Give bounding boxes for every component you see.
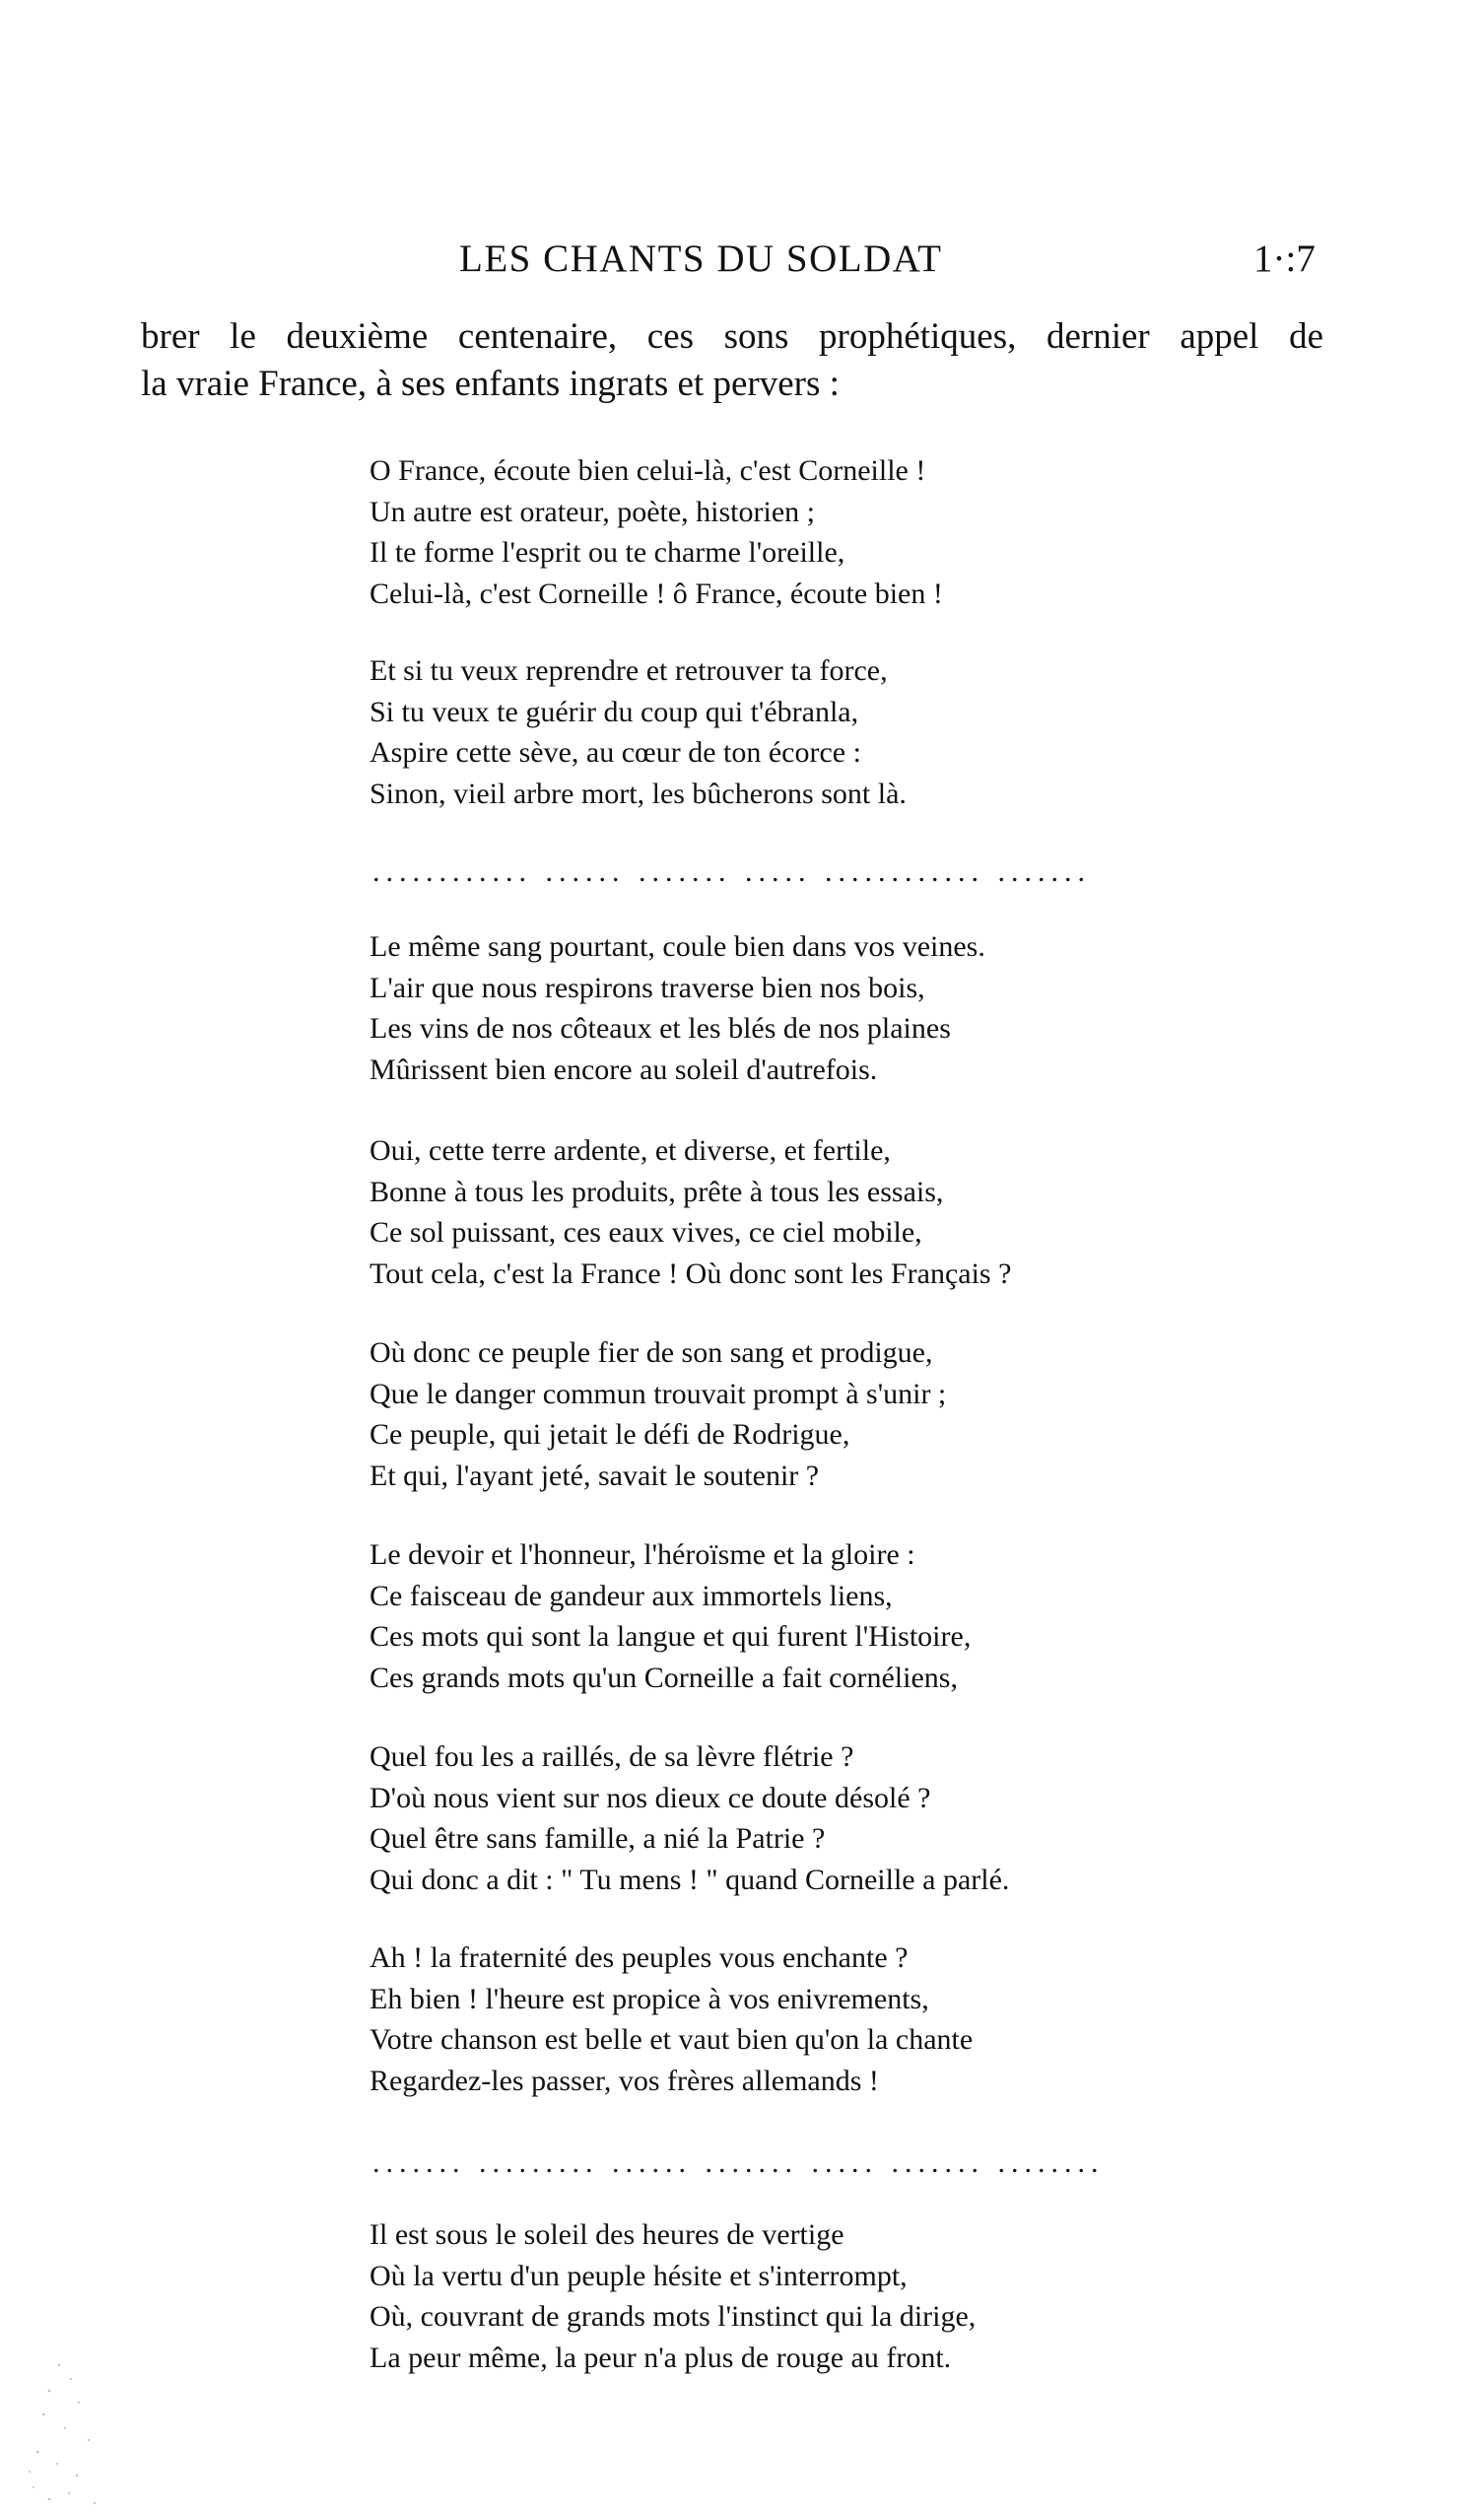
verse-line: Tout cela, c'est la France ! Où donc sont les Français ? <box>370 1256 1012 1290</box>
verse-line: Regardez-les passer, vos frères allemands ! <box>370 2064 879 2097</box>
verse-line: La peur même, la peur n'a plus de rouge au front. <box>370 2341 952 2374</box>
verse-line: Ah ! la fraternité des peuples vous enchante ? <box>370 1941 909 1974</box>
verse-line: Et qui, l'ayant jeté, savait le soutenir ? <box>370 1459 820 1492</box>
verse-line: Quel fou les a raillés, de sa lèvre flétrie ? <box>370 1740 854 1773</box>
stanza <box>370 1130 1011 1294</box>
stanza <box>370 926 985 1090</box>
verse-line: Aspire cette sève, au cœur de ton écorce : <box>370 736 861 769</box>
verse-line: Ces mots qui sont la langue et qui furent l'Histoire, <box>370 1620 972 1653</box>
verse-line: Sinon, vieil arbre mort, les bûcherons sont là. <box>370 777 907 810</box>
verse-line: Où la vertu d'un peuple hésite et s'interrompt, <box>370 2259 908 2292</box>
verse-line: D'où nous vient sur nos dieux ce doute désolé ? <box>370 1781 931 1814</box>
verse-line: L'air que nous respirons traverse bien nos bois, <box>370 971 925 1004</box>
verse-line: Votre chanson est belle et vaut bien qu'on la chante <box>370 2023 974 2056</box>
ellipsis-separator: ............ ...... ....... ..... ............ ....... <box>372 855 1091 888</box>
stanza <box>370 1937 973 2101</box>
verse-line: Un autre est orateur, poète, historien ; <box>370 495 815 528</box>
verse-line: Il te forme l'esprit ou te charme l'oreille, <box>370 536 845 569</box>
intro-line: la vraie France, à ses enfants ingrats et pervers : <box>141 364 840 404</box>
verse-line: Eh bien ! l'heure est propice à vos enivrements, <box>370 1982 929 2015</box>
verse-line: Ce faisceau de gandeur aux immortels liens, <box>370 1579 893 1612</box>
stanza <box>370 1534 971 1698</box>
verse-line: Celui-là, c'est Corneille ! ô France, écoute bien ! <box>370 577 943 610</box>
verse-line: Et si tu veux reprendre et retrouver ta force, <box>370 654 888 687</box>
verse-line: Qui donc a dit : " Tu mens ! " quand Corneille a parlé. <box>370 1863 1010 1896</box>
stanza <box>370 1736 1009 1900</box>
verse-line: Où, couvrant de grands mots l'instinct qui la dirige, <box>370 2300 977 2333</box>
intro-paragraph <box>141 313 1323 408</box>
stanza <box>370 1332 946 1496</box>
verse-line: Mûrissent bien encore au soleil d'autrefois. <box>370 1053 878 1086</box>
paper-specks <box>20 2345 158 2513</box>
intro-line: brer le deuxième centenaire, ces sons prophétiques, dernier appel de <box>141 316 1323 357</box>
verse-line: Le même sang pourtant, coule bien dans vos veines. <box>370 930 985 963</box>
verse-line: O France, écoute bien celui-là, c'est Corneille ! <box>370 454 926 487</box>
stanza <box>370 2214 976 2378</box>
verse-line: Les vins de nos côteaux et les blés de nos plaines <box>370 1012 951 1045</box>
verse-line: Ces grands mots qu'un Corneille a fait cornéliens, <box>370 1661 958 1694</box>
stanza <box>370 450 943 614</box>
verse-line: Bonne à tous les produits, prête à tous les essais, <box>370 1175 944 1208</box>
verse-line: Ce sol puissant, ces eaux vives, ce ciel mobile, <box>370 1216 922 1249</box>
verse-line: Le devoir et l'honneur, l'héroïsme et la gloire : <box>370 1538 915 1571</box>
page-number: 1·:7 <box>1253 238 1315 280</box>
ellipsis-separator: ....... ......... ...... ....... ..... ....... ........ <box>372 2146 1105 2179</box>
verse-line: Où donc ce peuple fier de son sang et prodigue, <box>370 1336 933 1369</box>
verse-line: Ce peuple, qui jetait le défi de Rodrigue, <box>370 1418 850 1451</box>
stanza <box>370 650 907 814</box>
verse-line: Oui, cette terre ardente, et diverse, et fertile, <box>370 1134 891 1167</box>
verse-line: Il est sous le soleil des heures de vertige <box>370 2218 844 2251</box>
running-title: LES CHANTS DU SOLDAT <box>459 238 943 280</box>
verse-line: Que le danger commun trouvait prompt à s'unir ; <box>370 1377 947 1410</box>
verse-line: Si tu veux te guérir du coup qui t'ébranla, <box>370 695 859 728</box>
verse-line: Quel être sans famille, a nié la Patrie ? <box>370 1822 826 1855</box>
